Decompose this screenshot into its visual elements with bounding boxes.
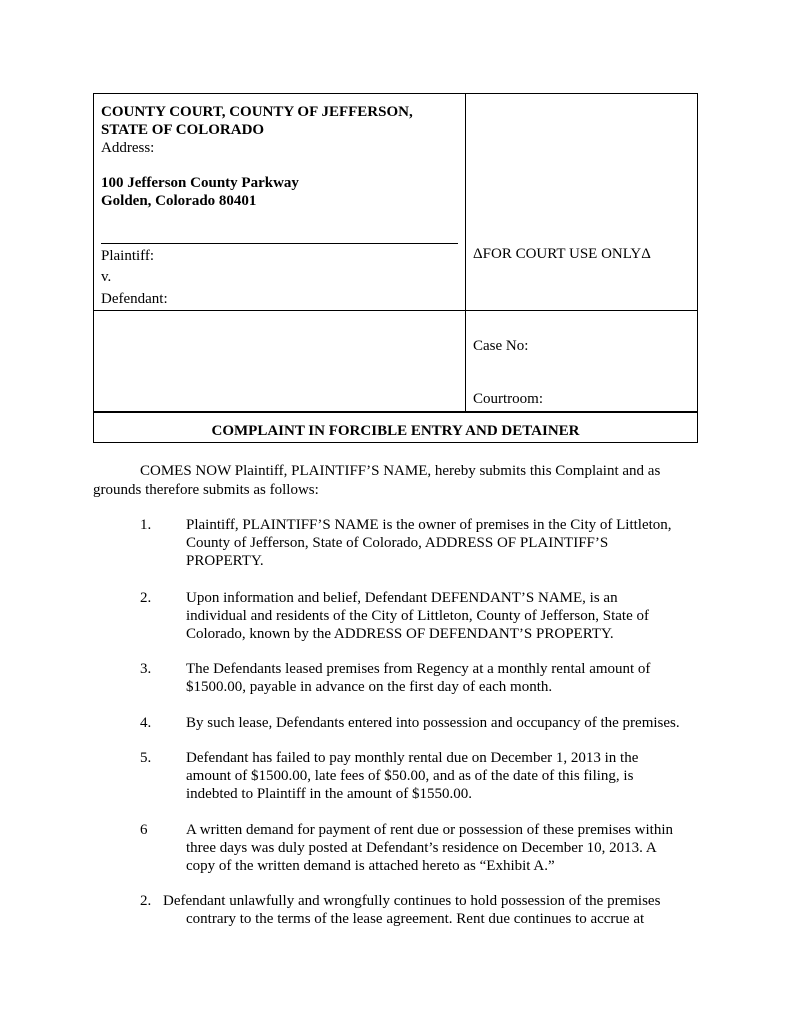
paragraph-line: Colorado, known by the ADDRESS OF DEFENDANT’S PROPERTY.	[186, 626, 614, 642]
party-names-cell	[94, 311, 466, 413]
caption-divider-rule	[101, 243, 458, 244]
paragraph-line: A written demand for payment of rent due or possession of these premises within	[186, 822, 673, 838]
paragraph-line: contrary to the terms of the lease agreement. Rent due continues to accrue at	[186, 911, 645, 927]
paragraph-number: 2.	[140, 893, 152, 909]
paragraph-line: three days was duly posted at Defendant’s residence on December 10, 2013. A	[186, 840, 657, 856]
paragraph-number: 5.	[140, 750, 152, 766]
court-name-line1: COUNTY COURT, COUNTY OF JEFFERSON,	[101, 104, 413, 120]
versus-label: v.	[101, 269, 112, 285]
intro-line1: COMES NOW Plaintiff, PLAINTIFF’S NAME, hereby submits this Complaint and as	[140, 463, 661, 479]
paragraph-number: 4.	[140, 715, 152, 731]
paragraph-line: Defendant has failed to pay monthly rental due on December 1, 2013 in the	[186, 750, 639, 766]
court-name-line2: STATE OF COLORADO	[101, 122, 265, 138]
court-address-line1: 100 Jefferson County Parkway	[101, 175, 299, 191]
paragraph-line: PROPERTY.	[186, 553, 264, 569]
paragraph-line: indebted to Plaintiff in the amount of $1550.00.	[186, 786, 472, 802]
court-use-cell	[466, 94, 697, 311]
case-caption-box	[93, 93, 698, 443]
court-use-only-label: ΔFOR COURT USE ONLYΔ	[473, 246, 651, 262]
paragraph-number: 6	[140, 822, 148, 838]
paragraph-line: copy of the written demand is attached hereto as “Exhibit A.”	[186, 858, 555, 874]
court-address-line2: Golden, Colorado 80401	[101, 193, 257, 209]
intro-line2: grounds therefore submits as follows:	[93, 482, 319, 498]
paragraph-line: By such lease, Defendants entered into possession and occupancy of the premises.	[186, 715, 680, 731]
paragraph-line: Plaintiff, PLAINTIFF’S NAME is the owner of premises in the City of Littleton,	[186, 517, 672, 533]
defendant-label: Defendant:	[101, 291, 168, 307]
document-title-cell	[94, 413, 697, 442]
paragraph-line: $1500.00, payable in advance on the first day of each month.	[186, 679, 553, 695]
plaintiff-label: Plaintiff:	[101, 248, 155, 264]
courtroom-label: Courtroom:	[473, 391, 543, 407]
paragraph-line: Defendant unlawfully and wrongfully continues to hold possession of the premises	[163, 893, 661, 909]
court-info-cell	[94, 94, 466, 311]
paragraph-line: Upon information and belief, Defendant DEFENDANT’S NAME, is an	[186, 590, 618, 606]
paragraph-line: individual and residents of the City of Littleton, County of Jefferson, State of	[186, 608, 649, 624]
paragraph-number: 1.	[140, 517, 152, 533]
document-title: COMPLAINT IN FORCIBLE ENTRY AND DETAINER	[211, 423, 580, 439]
paragraph-line: The Defendants leased premises from Regency at a monthly rental amount of	[186, 661, 651, 677]
case-no-label: Case No:	[473, 338, 529, 354]
paragraph-number: 2.	[140, 590, 152, 606]
case-number-cell	[466, 311, 697, 413]
address-label: Address:	[101, 140, 155, 156]
paragraph-number: 3.	[140, 661, 152, 677]
paragraph-line: County of Jefferson, State of Colorado, ADDRESS OF PLAINTIFF’S	[186, 535, 609, 551]
paragraph-line: amount of $1500.00, late fees of $50.00, and as of the date of this filing, is	[186, 768, 634, 784]
